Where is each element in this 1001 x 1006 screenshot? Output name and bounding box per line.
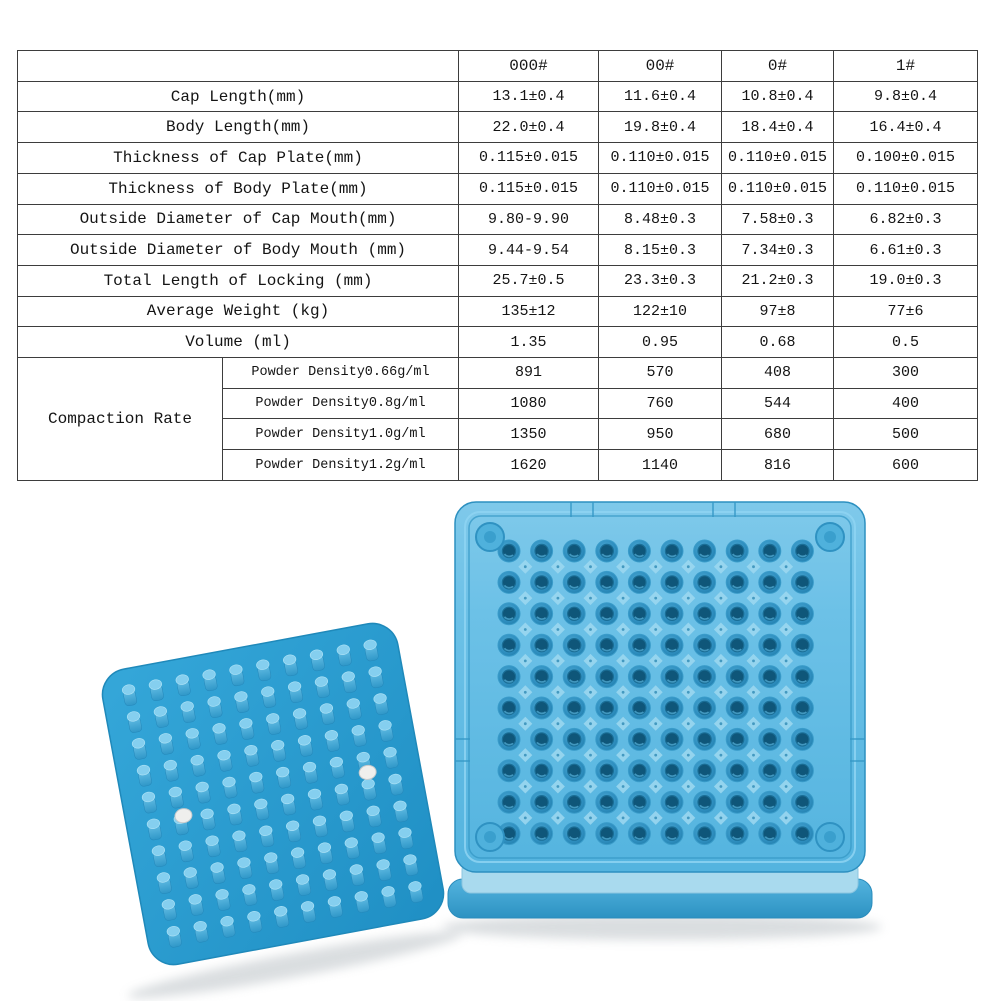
- sub-row-label: Powder Density0.8g/ml: [223, 388, 459, 419]
- cell-value: 11.6±0.4: [599, 81, 722, 112]
- cell-value: 22.0±0.4: [459, 112, 599, 143]
- cell-value: 13.1±0.4: [459, 81, 599, 112]
- cell-value: 0.5: [834, 327, 978, 358]
- cell-value: 9.80-9.90: [459, 204, 599, 235]
- cell-value: 0.110±0.015: [599, 143, 722, 174]
- tray-diamond-bumps: [518, 560, 793, 825]
- spec-table: [17, 50, 978, 481]
- cell-value: 600: [834, 450, 978, 481]
- capsule-hole-tray: [442, 502, 882, 940]
- row-label: Average Weight (kg): [18, 296, 459, 327]
- cell-value: 0.115±0.015: [459, 173, 599, 204]
- cell-value: 0.95: [599, 327, 722, 358]
- row-label: Volume (ml): [18, 327, 459, 358]
- cell-value: 0.115±0.015: [459, 143, 599, 174]
- peg-tamper-plate: [98, 619, 464, 1001]
- cell-value: 8.15±0.3: [599, 235, 722, 266]
- cell-value: 6.82±0.3: [834, 204, 978, 235]
- cell-value: 21.2±0.3: [722, 265, 834, 296]
- cell-value: 9.44-9.54: [459, 235, 599, 266]
- cell-value: 891: [459, 358, 599, 389]
- col-header: 1#: [834, 51, 978, 82]
- sub-row-label: Powder Density1.0g/ml: [223, 419, 459, 450]
- cell-value: 0.110±0.015: [834, 173, 978, 204]
- cell-value: 816: [722, 450, 834, 481]
- cell-value: 0.110±0.015: [722, 173, 834, 204]
- sub-row-label: Powder Density1.2g/ml: [223, 450, 459, 481]
- cell-value: 1080: [459, 388, 599, 419]
- cell-value: 544: [722, 388, 834, 419]
- cell-value: 0.110±0.015: [722, 143, 834, 174]
- row-label: Body Length(mm): [18, 112, 459, 143]
- cell-value: 18.4±0.4: [722, 112, 834, 143]
- corner-cell: [18, 51, 459, 82]
- col-header: 000#: [459, 51, 599, 82]
- cell-value: 1350: [459, 419, 599, 450]
- cell-value: 97±8: [722, 296, 834, 327]
- sub-row-label: Powder Density0.66g/ml: [223, 358, 459, 389]
- cell-value: 23.3±0.3: [599, 265, 722, 296]
- cell-value: 1140: [599, 450, 722, 481]
- cell-value: 19.0±0.3: [834, 265, 978, 296]
- cell-value: 0.100±0.015: [834, 143, 978, 174]
- cell-value: 7.34±0.3: [722, 235, 834, 266]
- cell-value: 500: [834, 419, 978, 450]
- row-label: Thickness of Cap Plate(mm): [18, 143, 459, 174]
- row-label: Cap Length(mm): [18, 81, 459, 112]
- cell-value: 680: [722, 419, 834, 450]
- row-label: Outside Diameter of Body Mouth (mm): [18, 235, 459, 266]
- row-label: Thickness of Body Plate(mm): [18, 173, 459, 204]
- cell-value: 300: [834, 358, 978, 389]
- cell-value: 8.48±0.3: [599, 204, 722, 235]
- cell-value: 9.8±0.4: [834, 81, 978, 112]
- group-label: Compaction Rate: [18, 358, 223, 481]
- cell-value: 408: [722, 358, 834, 389]
- cell-value: 19.8±0.4: [599, 112, 722, 143]
- product-photo-svg: [0, 481, 1001, 1001]
- cell-value: 10.8±0.4: [722, 81, 834, 112]
- cell-value: 25.7±0.5: [459, 265, 599, 296]
- cell-value: 7.58±0.3: [722, 204, 834, 235]
- cell-value: 16.4±0.4: [834, 112, 978, 143]
- cell-value: 135±12: [459, 296, 599, 327]
- row-label: Outside Diameter of Cap Mouth(mm): [18, 204, 459, 235]
- col-header: 0#: [722, 51, 834, 82]
- cell-value: 1.35: [459, 327, 599, 358]
- cell-value: 400: [834, 388, 978, 419]
- cell-value: 0.68: [722, 327, 834, 358]
- cell-value: 122±10: [599, 296, 722, 327]
- cell-value: 950: [599, 419, 722, 450]
- cell-value: 77±6: [834, 296, 978, 327]
- col-header: 00#: [599, 51, 722, 82]
- cell-value: 1620: [459, 450, 599, 481]
- cell-value: 0.110±0.015: [599, 173, 722, 204]
- product-photo: [0, 481, 1001, 1001]
- cell-value: 6.61±0.3: [834, 235, 978, 266]
- cell-value: 570: [599, 358, 722, 389]
- row-label: Total Length of Locking (mm): [18, 265, 459, 296]
- cell-value: 760: [599, 388, 722, 419]
